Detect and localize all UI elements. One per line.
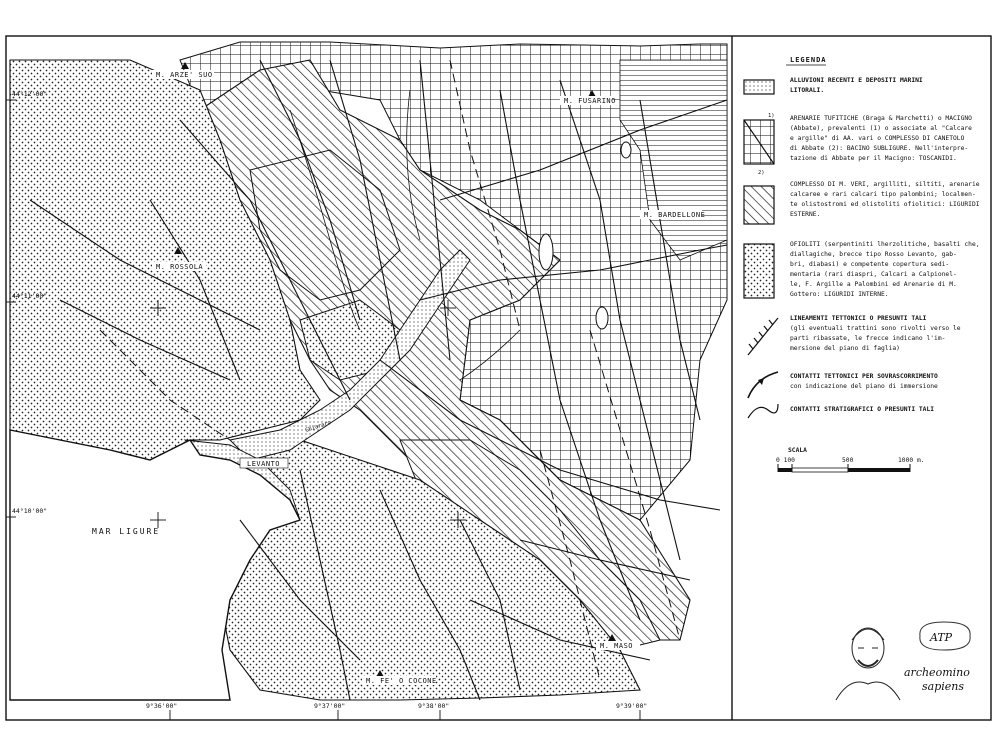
legend-text: te olistostromi ed olistoliti ofiolitici: LIGURIDI	[790, 201, 980, 208]
legend-text: Gottero: LIGURIDI INTERNE.	[790, 291, 889, 298]
legend-text: ESTERNE.	[790, 211, 821, 218]
lat-label: 44°11'00"	[12, 292, 48, 300]
watermark-line1: archeomino	[904, 666, 970, 679]
legend-text: tazione di Abbate per il Macigno: TOSCANIDI.	[790, 155, 957, 162]
legend-text: di Abbate (2): BACINO SUBLIGURE. Nell'interpre-	[790, 145, 969, 152]
legend-text: calcaree e rari calcari tipo palombini; localmen-	[790, 191, 976, 198]
legend-text: ARENARIE TUFITICHE (Braga & Marchetti) o MACIGNO	[790, 115, 972, 122]
lon-label: 9°39'00"	[616, 702, 648, 710]
legend-symbol-thrust	[748, 372, 778, 398]
legend-text: CONTATTI STRATIGRAFICI O PRESUNTI TALI	[790, 406, 935, 413]
legend-text: mentaria (rari diaspri, Calcari a Calpionel-	[790, 271, 957, 278]
legend-text: (gli eventuali trattini sono rivolti verso le	[790, 325, 961, 332]
watermark-badge-icon	[920, 622, 970, 650]
scale-tick-label: 0 100	[776, 457, 795, 464]
legend-title: LEGENDA	[790, 56, 827, 64]
scale-tick-label: 500	[842, 457, 854, 464]
lake-outline	[539, 234, 553, 270]
scale-tick-label: 1000 m.	[898, 457, 925, 464]
place-label-levanto: LEVANTO	[247, 460, 281, 468]
watermark	[836, 622, 970, 700]
lat-label: 44°12'00"	[12, 90, 48, 98]
place-label-bardellone: M. BARDELLONE	[644, 211, 706, 219]
legend-text: LINEAMENTI TETTONICI O PRESUNTI TALI	[790, 315, 927, 322]
legend-text: e argille" di AA. vari o COMPLESSO DI CANETOLO	[790, 135, 965, 142]
place-label-arze: M. ARZE' SUO	[156, 71, 213, 79]
legend-symbol-stratigraphic	[748, 404, 778, 418]
place-label-ghiararo: Ghiararo	[304, 420, 332, 434]
watermark-face-icon	[836, 628, 900, 700]
scale-bar	[778, 464, 910, 472]
lon-label: 9°38'00"	[418, 702, 450, 710]
legend-swatch-complesso	[744, 186, 774, 224]
place-label-maso: M. MASO	[600, 642, 634, 650]
legend-symbol-fault	[748, 318, 778, 355]
place-label-rossola: M. ROSSOLA	[156, 263, 204, 271]
legend-swatch-ofioliti	[744, 244, 774, 298]
legend-text: le, F. Argille a Palombini ed Arenarie di M.	[790, 281, 957, 288]
sea-label: MAR LIGURE	[92, 527, 161, 536]
legend-text: ALLUVIONI RECENTI E DEPOSITI MARINI	[790, 77, 923, 84]
watermark-badge-text: ATP	[930, 631, 953, 644]
legend-text: LITORALI.	[790, 87, 825, 94]
lon-label: 9°37'00"	[314, 702, 346, 710]
legend-text: parti ribassate, le frecce indicano l'im-	[790, 335, 946, 342]
watermark-line2: sapiens	[922, 680, 965, 693]
legend-text: con indicazione del piano di immersione	[790, 383, 938, 390]
legend-text: mersione del piano di faglia)	[790, 345, 900, 352]
legend-swatch-alluvioni	[744, 80, 774, 94]
legend-text: OFIOLITI (serpentiniti lherzolitiche, basalti che,	[790, 241, 980, 248]
legend-text: diallagiche, brecce tipo Rosso Levanto, gab-	[790, 251, 957, 258]
legend-text: (Abbate), prevalenti (1) o associate al "Calcare	[790, 125, 972, 132]
legend-text: COMPLESSO DI M. VERI, argilliti, siltiti, arenarie	[790, 181, 980, 188]
legend	[744, 56, 980, 472]
legend-text: bri, diabasi) e competente copertura sedi-	[790, 261, 950, 268]
place-label-focone: M. FE' O COCONE	[366, 677, 437, 685]
legend-mark: 2)	[758, 170, 765, 176]
lat-label: 44°10'00"	[12, 507, 48, 515]
lake-outline	[621, 142, 631, 158]
lon-label: 9°36'00"	[146, 702, 178, 710]
legend-text: CONTATTI TETTONICI PER SOVRASCORRIMENTO	[790, 373, 938, 380]
legend-mark: 1)	[768, 113, 775, 119]
scale-title: SCALA	[788, 447, 807, 454]
lake-outline	[596, 307, 608, 329]
place-label-fusarino: M. FUSARINO	[564, 97, 616, 105]
